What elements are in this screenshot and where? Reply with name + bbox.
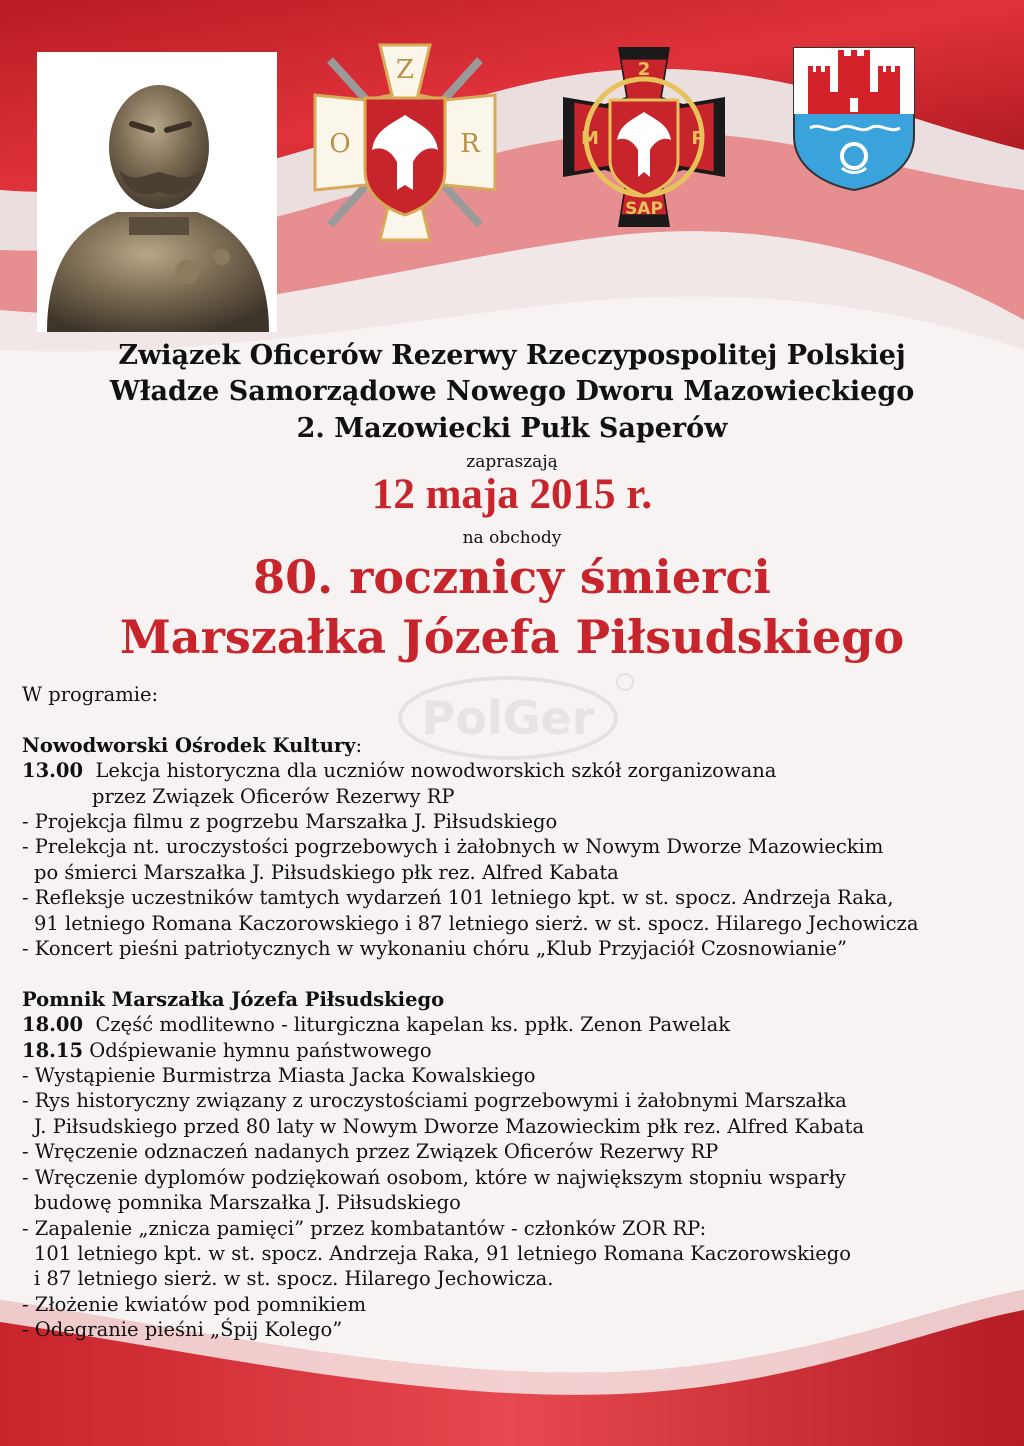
section2-item6-cont: budowę pomnika Marszałka J. Piłsudskiego <box>34 1191 461 1215</box>
org-town-authorities-title: Władze Samorządowe Nowego Dworu Mazowieckiego <box>109 376 915 407</box>
anniversary-heading: 80. rocznicy śmierci <box>253 550 771 604</box>
section2-item4-cont: J. Piłsudskiego przed 80 laty w Nowym Dworze Mazowieckim płk rez. Alfred Kabata <box>34 1114 865 1138</box>
section2-item3: - Wystąpienie Burmistrza Miasta Jacka Kowalskiego <box>22 1064 536 1088</box>
sapper-regiment-emblem <box>558 42 730 232</box>
town-coat-of-arms <box>790 44 918 194</box>
section2-item6: - Wręczenie dyplomów podziękowań osobom, które w największym stopniu wsparły <box>22 1165 847 1189</box>
section1-item3: - Prelekcja nt. uroczystości pogrzebowych i żałobnych w Nowym Dworze Mazowieckim <box>22 835 884 859</box>
org-sapper-regiment-title: 2. Mazowiecki Pułk Saperów <box>296 413 728 444</box>
na-obchody-text: na obchody <box>462 528 562 548</box>
zor-letter-z: Z <box>395 55 415 85</box>
pilsudski-bust-portrait <box>37 52 277 332</box>
program-list <box>22 682 1012 1343</box>
section1-item2: - Projekcja filmu z pogrzebu Marszałka J. Piłsudskiego <box>22 810 558 834</box>
section2-item8: - Złożenie kwiatów pod pomnikiem <box>22 1292 367 1316</box>
section1-item3-cont: po śmierci Marszałka J. Piłsudskiego płk rez. Alfred Kabata <box>34 860 619 884</box>
org-zor-title: Związek Oficerów Rezerwy Rzeczypospolitej Polskiej <box>118 340 906 371</box>
section2-item9: - Odegranie pieśni „Śpij Kolego” <box>22 1318 343 1342</box>
sap-letters-sap: SAP <box>625 199 663 219</box>
section2-item5: - Wręczenie odznaczeń nadanych przez Związek Oficerów Rezerwy RP <box>22 1140 719 1164</box>
sap-letter-m: M <box>581 128 599 149</box>
sap-letter-p: P <box>691 128 705 149</box>
section2-item7-cont1: 101 letniego kpt. w st. spocz. Andrzeja Raka, 91 letniego Romana Kaczorowskiego <box>34 1241 852 1265</box>
svg-text:PolGer: PolGer <box>421 691 595 745</box>
section2-item2: 18.15 Odśpiewanie hymnu państwowego <box>22 1038 432 1062</box>
section2-item4: - Rys historyczny związany z uroczystościami pogrzebowymi i żałobnymi Marszałka <box>22 1089 847 1113</box>
invite-text: zapraszają <box>466 452 558 472</box>
event-date: 12 maja 2015 r. <box>371 471 653 518</box>
section1-item1: 13.00 Lekcja historyczna dla uczniów nowodworskich szkół zorganizowana <box>22 759 777 783</box>
section2-time2: 18.15 <box>22 1038 84 1062</box>
section2-time1: 18.00 <box>22 1013 84 1037</box>
zor-emblem <box>310 40 500 245</box>
section2-venue: Pomnik Marszałka Józefa Piłsudskiego <box>22 987 445 1011</box>
section1-item4: - Refleksje uczestników tamtych wydarzeń 101 letniego kpt. w st. spocz. Andrzeja Raka, <box>22 886 894 910</box>
sap-letter-2: 2 <box>637 59 651 80</box>
section1-venue: Nowodworski Ośrodek Kultury: <box>22 733 363 757</box>
marshal-name-heading: Marszałka Józefa Piłsudskiego <box>119 610 905 664</box>
section1-item5: - Koncert pieśni patriotycznych w wykonaniu chóru „Klub Przyjaciół Czosnowianie” <box>22 937 848 961</box>
zor-letter-r: R <box>460 129 480 159</box>
section2-item7-cont2: i 87 letniego sierż. w st. spocz. Hilarego Jechowicza. <box>34 1267 554 1291</box>
program-intro: W programie: <box>22 683 159 706</box>
section1-time: 13.00 <box>22 759 84 783</box>
section2-item1: 18.00 Część modlitewno - liturgiczna kapelan ks. ppłk. Zenon Pawelak <box>22 1013 731 1037</box>
section1-item4-cont: 91 letniego Romana Kaczorowskiego i 87 letniego sierż. w st. spocz. Hilarego Jechowicza <box>34 911 919 935</box>
zor-letter-o: O <box>329 129 351 159</box>
section2-item7: - Zapalenie „znicza pamięci” przez kombatantów - członków ZOR RP: <box>22 1216 707 1240</box>
section1-item1-cont: przez Związek Oficerów Rezerwy RP <box>92 784 455 808</box>
